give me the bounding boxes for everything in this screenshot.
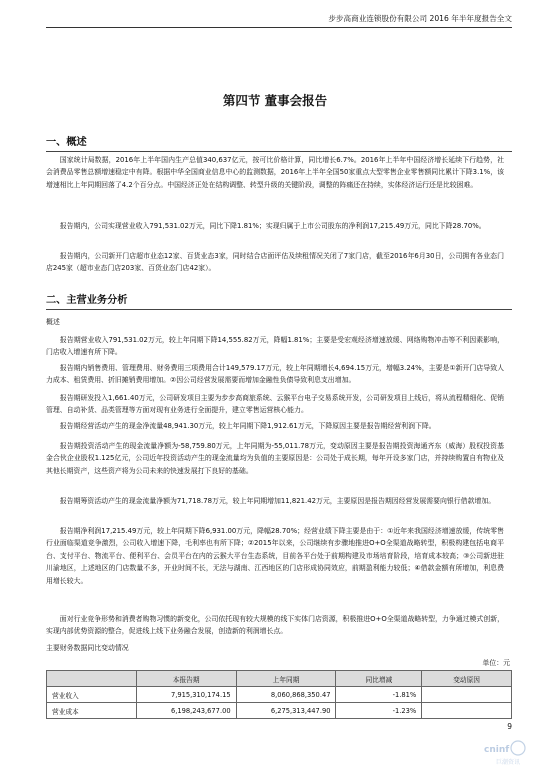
table-cell: 6,275,313,447.90	[236, 703, 336, 719]
business-paragraph-7: 报告期净利润17,215.49万元，较上年同期下降6,931.00万元，降幅28.70%；经营业绩下降主要是由于：①近年来我国经济增速放缓，传统零售行业面临渠道竞争激烈，公司收入增速下降，毛利率也有所下降；②2015年以来，公司继续有步骤地推进O+O全渠道战略转型，积极构建包括电商平台、支付平台、物流平台、便利平台、会员平台在内的云猴大平台生态系统，目前各平台处于前期构建及市场培育阶段，培育成本较高；③公司新进驻川渝地区，上述地区的门店数量不多，开业时间不长，无法与湖南、江西地区的门店形成协同效应，前期盈利能力较低；④借款金额有所增加，利息费用增长较大。	[46, 527, 504, 585]
table-cell	[422, 687, 512, 703]
overview-paragraph-2: 报告期内，公司实现营业收入791,531.02万元，同比下降1.81%；实现归属于上市公司股东的净利润17,215.49万元，同比下降28.70%。	[59, 222, 486, 230]
table-header-row	[47, 671, 512, 687]
overview-paragraph-1: 国家统计局数据，2016年上半年国内生产总值340,637亿元，按可比价格计算，同比增长6.7%。2016年上半年中国经济增长延续下行趋势，社会消费品零售总额增速稳定中有降。根据中华全国商业信息中心的监测数据，2016年上半年全国50家重点大型零售企业零售额同比累计下降3.1%，该增速相比上年同期回落了4.2个百分点。中国经济正处在结构调整、转型升级的关键阶段，调整的阵痛还在持续，实体经济运行还是比较困难。	[46, 156, 504, 189]
cninfo-watermark-logo	[466, 739, 536, 769]
table-header-cell: 上年同期	[236, 671, 336, 687]
table-cell: 6,198,243,677.00	[136, 703, 236, 719]
table-row	[47, 687, 512, 703]
financial-data-table	[46, 670, 512, 719]
table-header-cell: 本报告期	[136, 671, 236, 687]
table-cell: 营业成本	[47, 703, 137, 719]
table-cell: 8,060,868,350.47	[236, 687, 336, 703]
table-cell: -1.23%	[336, 703, 422, 719]
table-unit: 单位：元	[482, 659, 510, 667]
table-row	[47, 703, 512, 719]
overview-heading: 一、概述	[46, 133, 512, 152]
table-header-cell: 变动原因	[422, 671, 512, 687]
section-title: 第四节 董事会报告	[222, 93, 328, 108]
business-paragraph-8: 面对行业竞争形势和消费者购物习惯的新变化，公司依托现有较大规模的线下实体门店资源，积极推进O+O全渠道战略转型，力争通过模式创新，实现内部优势资源的整合，促进线上线下业务融合发展，创造新的利润增长点。	[46, 615, 504, 636]
table-header-cell: 同比增减	[336, 671, 422, 687]
business-paragraph-4: 报告期经营活动产生的现金净流量48,941.30万元，较上年同期下降1,912.61万元，下降原因主要是报告期经营利润下降。	[59, 422, 436, 430]
table-cell: -1.81%	[336, 687, 422, 703]
business-paragraph-1: 报告期营业收入791,531.02万元，较上年同期下降14,555.82万元，降幅1.81%；主要是受宏观经济增速放缓、网络购物冲击等不利因素影响，门店收入增速有所下降。	[46, 336, 504, 357]
overview-paragraph-3: 报告期内，公司新开门店超市业态12家、百货业态3家，同时结合店面评估及续租情况关闭了7家门店，截至2016年6月30日，公司拥有各业态门店245家（超市业态门店203家、百货业态门店42家）。	[46, 252, 504, 273]
main-business-subheading: 概述	[46, 318, 60, 326]
table-cell: 7,915,310,174.15	[136, 687, 236, 703]
table-cell: 营业收入	[47, 687, 137, 703]
watermark-text: cninf	[484, 745, 510, 755]
main-business-heading: 二、主营业务分析	[46, 291, 512, 310]
watermark-subtext: 巨潮资讯	[496, 759, 521, 766]
business-paragraph-3: 报告期研发投入1,661.40万元，公司研发项目主要为步步高商旅系统、云猴平台电子交易系统开发，公司研发项目上线后，将从流程精细化、促销管理、自动补货、品类管理等方面对现有业务进行全面提升，建立零售运营核心能力。	[46, 394, 504, 415]
business-paragraph-2: 报告期内销售费用、管理费用、财务费用三项费用合计149,579.17万元，较上年同期增长4,694.15万元，增幅3.24%，主要是①新开门店导致人力成本、租赁费用、折旧摊销费用增加。②因公司经营发展需要而增加金融性负债导致利息支出增加。	[46, 364, 504, 385]
table-header-cell	[47, 671, 137, 687]
page-header: 步步高商业连锁股份有限公司 2016 年半年度报告全文	[46, 13, 512, 28]
business-paragraph-5: 报告期投资活动产生的现金流量净额为-58,759.80万元，上年同期为-55,011.78万元，变动原因主要是报告期投资海通齐东（威海）股权投资基金合伙企业股权1.125亿元，公司近年投资活动产生的现金流量均为负值的主要原因是：公司处于成长期，每年开设多家门店，并持续购置自有物业及其他长期资产，这些资产将为公司未来的快速发展打下良好的基础。	[46, 442, 504, 475]
table-cell	[422, 703, 512, 719]
page-number: 9	[507, 722, 512, 731]
table-caption: 主要财务数据同比变动情况	[46, 644, 129, 652]
business-paragraph-6: 报告期筹资活动产生的现金流量净额为71,718.78万元，较上年同期增加11,821.42万元，主要原因是报告期因经营发展需要向银行借款增加。	[59, 497, 496, 505]
